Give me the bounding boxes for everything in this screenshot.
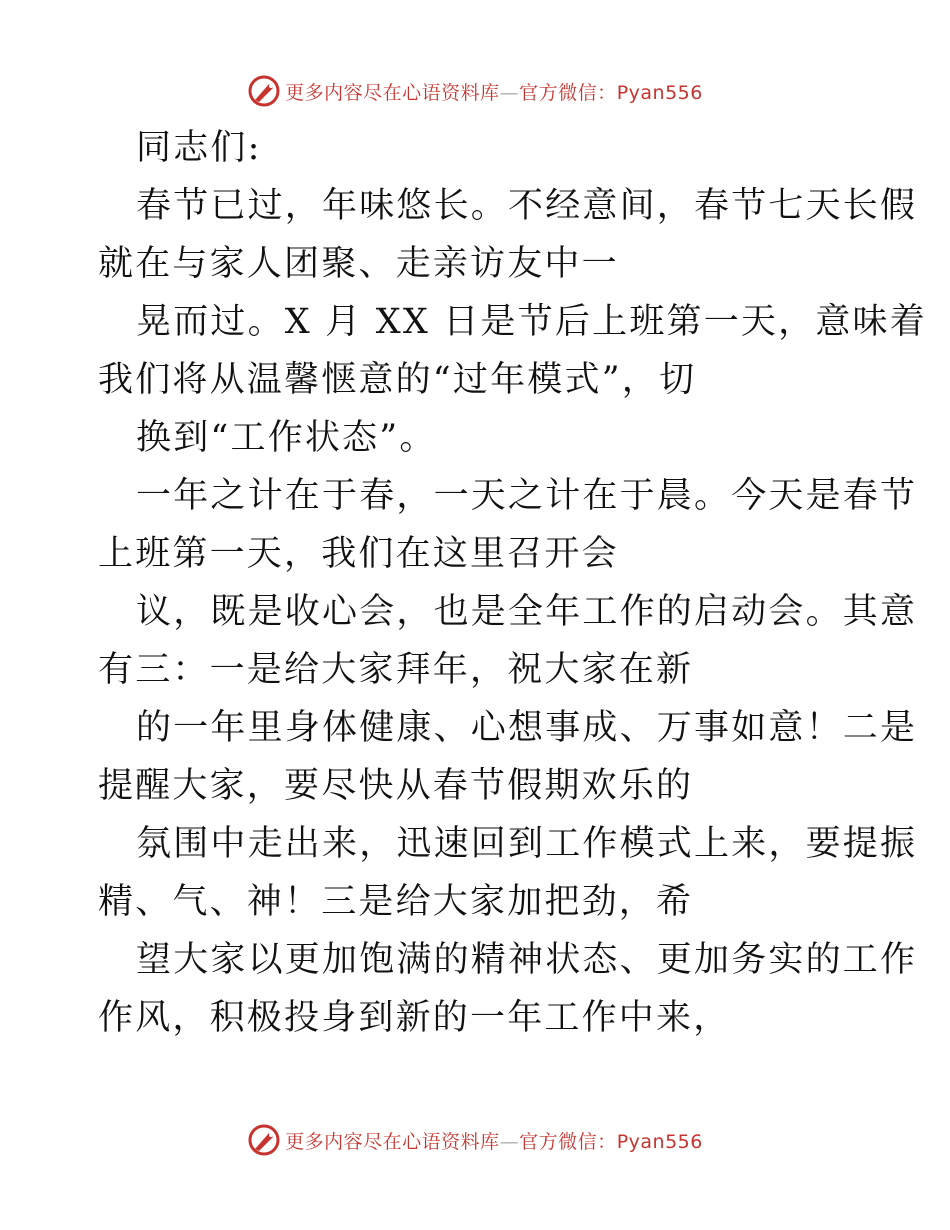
body-line: 春节已过，年味悠长。不经意间，春节七天长假 — [136, 186, 918, 226]
footer-banner-text: 更多内容尽在心语资料库—官方微信：Pyan556 — [285, 1130, 703, 1153]
body-line: 望大家以更加饱满的精神状态、更加务实的工作 — [136, 940, 918, 980]
pen-nib-logo-icon — [247, 1123, 281, 1157]
body-line: 上班第一天，我们在这里召开会 — [98, 534, 619, 574]
body-line: 的一年里身体健康、心想事成、万事如意！二是 — [136, 708, 918, 748]
body-line: 作风，积极投身到新的一年工作中来， — [98, 998, 731, 1038]
header-banner-text: 更多内容尽在心语资料库—官方微信：Pyan556 — [285, 81, 703, 104]
body-line: 一年之计在于春，一天之计在于晨。今天是春节 — [136, 476, 918, 516]
body-line: 我们将从温馨惬意的“过年模式”，切 — [98, 360, 697, 400]
body-line: 换到“工作状态”。 — [136, 418, 437, 458]
body-line: 同志们: — [136, 128, 262, 168]
body-line: 有三：一是给大家拜年，祝大家在新 — [98, 650, 694, 690]
body-line: 提醒大家，要尽快从春节假期欢乐的 — [98, 766, 694, 806]
body-line: 精、气、神！三是给大家加把劲，希 — [98, 882, 694, 922]
body-line: 就在与家人团聚、走亲访友中一 — [98, 244, 619, 284]
header-banner — [0, 71, 950, 111]
body-line: 晃而过。X 月 XX 日是节后上班第一天，意味着 — [136, 302, 927, 342]
footer-banner — [0, 1120, 950, 1160]
body-line: 议，既是收心会，也是全年工作的启动会。其意 — [136, 592, 918, 632]
body-line: 氛围中走出来，迅速回到工作模式上来，要提振 — [136, 824, 918, 864]
pen-nib-logo-icon — [247, 74, 281, 108]
